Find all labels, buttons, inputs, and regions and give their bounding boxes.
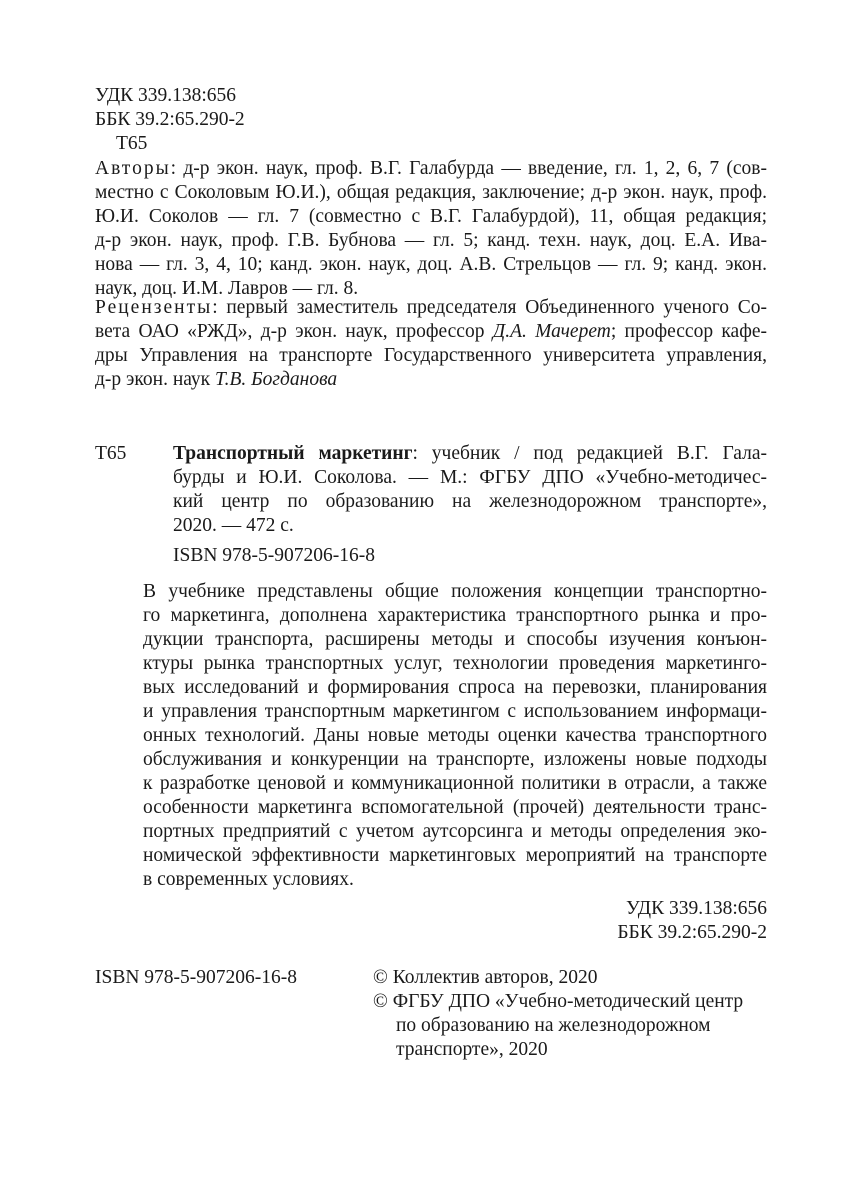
authors-label: Авторы (95, 158, 171, 179)
abstract-line: в современных условиях. (143, 869, 354, 890)
abstract-line: к разработке ценовой и коммуникационной политики в отрасли, а также (143, 773, 767, 794)
abstract-line: дукции транспорта, расширены методы и способы изучения конъюн- (143, 629, 767, 650)
catalog-line: кий центр по образованию на железнодорожном транспорте», (173, 491, 767, 512)
footer-isbn: ISBN 978-5-907206-16-8 (95, 967, 298, 988)
copyright-publisher-cont: транспорте», 2020 (396, 1039, 548, 1060)
udk-code: УДК 339.138:656 (95, 85, 237, 106)
reviewers-line: дры Управления на транспорте Государственного университета управления, (95, 345, 767, 366)
abstract-line: В учебнике представлены общие положения концепции транспортно- (143, 581, 767, 602)
catalog-entry (173, 442, 767, 538)
catalog-line: бурды и Ю.И. Соколова. — М.: ФГБУ ДПО «Учебно-методичес- (173, 467, 767, 488)
author-mark: Т65 (116, 133, 148, 154)
reviewers-line: вета ОАО «РЖД», д-р экон. наук, профессор Д.А. Мачерет; профессор кафе- (95, 321, 767, 342)
footer-udk: УДК 339.138:656 (625, 898, 767, 919)
bbk-code: ББК 39.2:65.290-2 (95, 109, 245, 130)
abstract-line: вых исследований и формирования спроса на перевозки, планирования (143, 677, 767, 698)
reviewers-block (95, 296, 767, 392)
catalog-code: Т65 (95, 443, 127, 464)
catalog-isbn: ISBN 978-5-907206-16-8 (173, 545, 376, 566)
abstract-line: и управления транспортным маркетингом с использованием информаци- (143, 701, 767, 722)
copyright-publisher-cont: по образованию на железнодорожном (396, 1015, 711, 1036)
copyright-publisher: © ФГБУ ДПО «Учебно-методический центр (373, 991, 744, 1012)
abstract (143, 580, 767, 892)
authors-line: местно с Соколовым Ю.И.), общая редакция, заключение; д-р экон. наук, проф. (95, 182, 767, 203)
reviewer-name: Д.А. Мачерет (492, 321, 611, 342)
reviewer-name: Т.В. Богданова (215, 369, 338, 390)
reviewers-label: Рецензенты (95, 297, 213, 318)
authors-line: нова — гл. 3, 4, 10; канд. экон. наук, доц. А.В. Стрельцов — гл. 9; канд. экон. (95, 254, 767, 275)
authors-line: наук, доц. И.М. Лавров — гл. 8. (95, 278, 359, 299)
abstract-line: портных предприятий с учетом аутсорсинга и методы определения эко- (143, 821, 767, 842)
reviewers-line: д-р экон. наук Т.В. Богданова (95, 369, 338, 390)
reviewers-line: Рецензенты: первый заместитель председателя Объединенного ученого Со- (95, 297, 767, 318)
abstract-line: номической эффективности маркетинговых мероприятий на транспорте (143, 845, 767, 866)
authors-line: д-р экон. наук, проф. Г.В. Бубнова — гл. 5; канд. техн. наук, доц. Е.А. Ива- (95, 230, 767, 251)
copyright-authors: © Коллектив авторов, 2020 (373, 967, 598, 988)
abstract-line: го маркетинга, дополнена характеристика транспортного рынка и про- (143, 605, 767, 626)
authors-line: Авторы: д-р экон. наук, проф. В.Г. Галабурда — введение, гл. 1, 2, 6, 7 (сов- (95, 158, 767, 179)
authors-line: Ю.И. Соколов — гл. 7 (совместно с В.Г. Галабурдой), 11, общая редакция; (95, 206, 767, 227)
book-title: Транспортный маркетинг (173, 443, 413, 464)
abstract-line: ктуры рынка транспортных услуг, технологии проведения маркетинго- (143, 653, 767, 674)
catalog-line: Транспортный маркетинг: учебник / под редакцией В.Г. Гала- (173, 443, 768, 464)
catalog-line: 2020. — 472 с. (173, 515, 294, 536)
abstract-line: онных технологий. Даны новые методы оценки качества транспортного (143, 725, 767, 746)
authors-block (95, 157, 767, 301)
abstract-line: особенности маркетинга вспомогательной (прочей) деятельности транс- (143, 797, 767, 818)
footer-bbk: ББК 39.2:65.290-2 (617, 922, 767, 943)
abstract-line: обслуживания и конкуренции на транспорте, изложены новые подходы (143, 749, 767, 770)
